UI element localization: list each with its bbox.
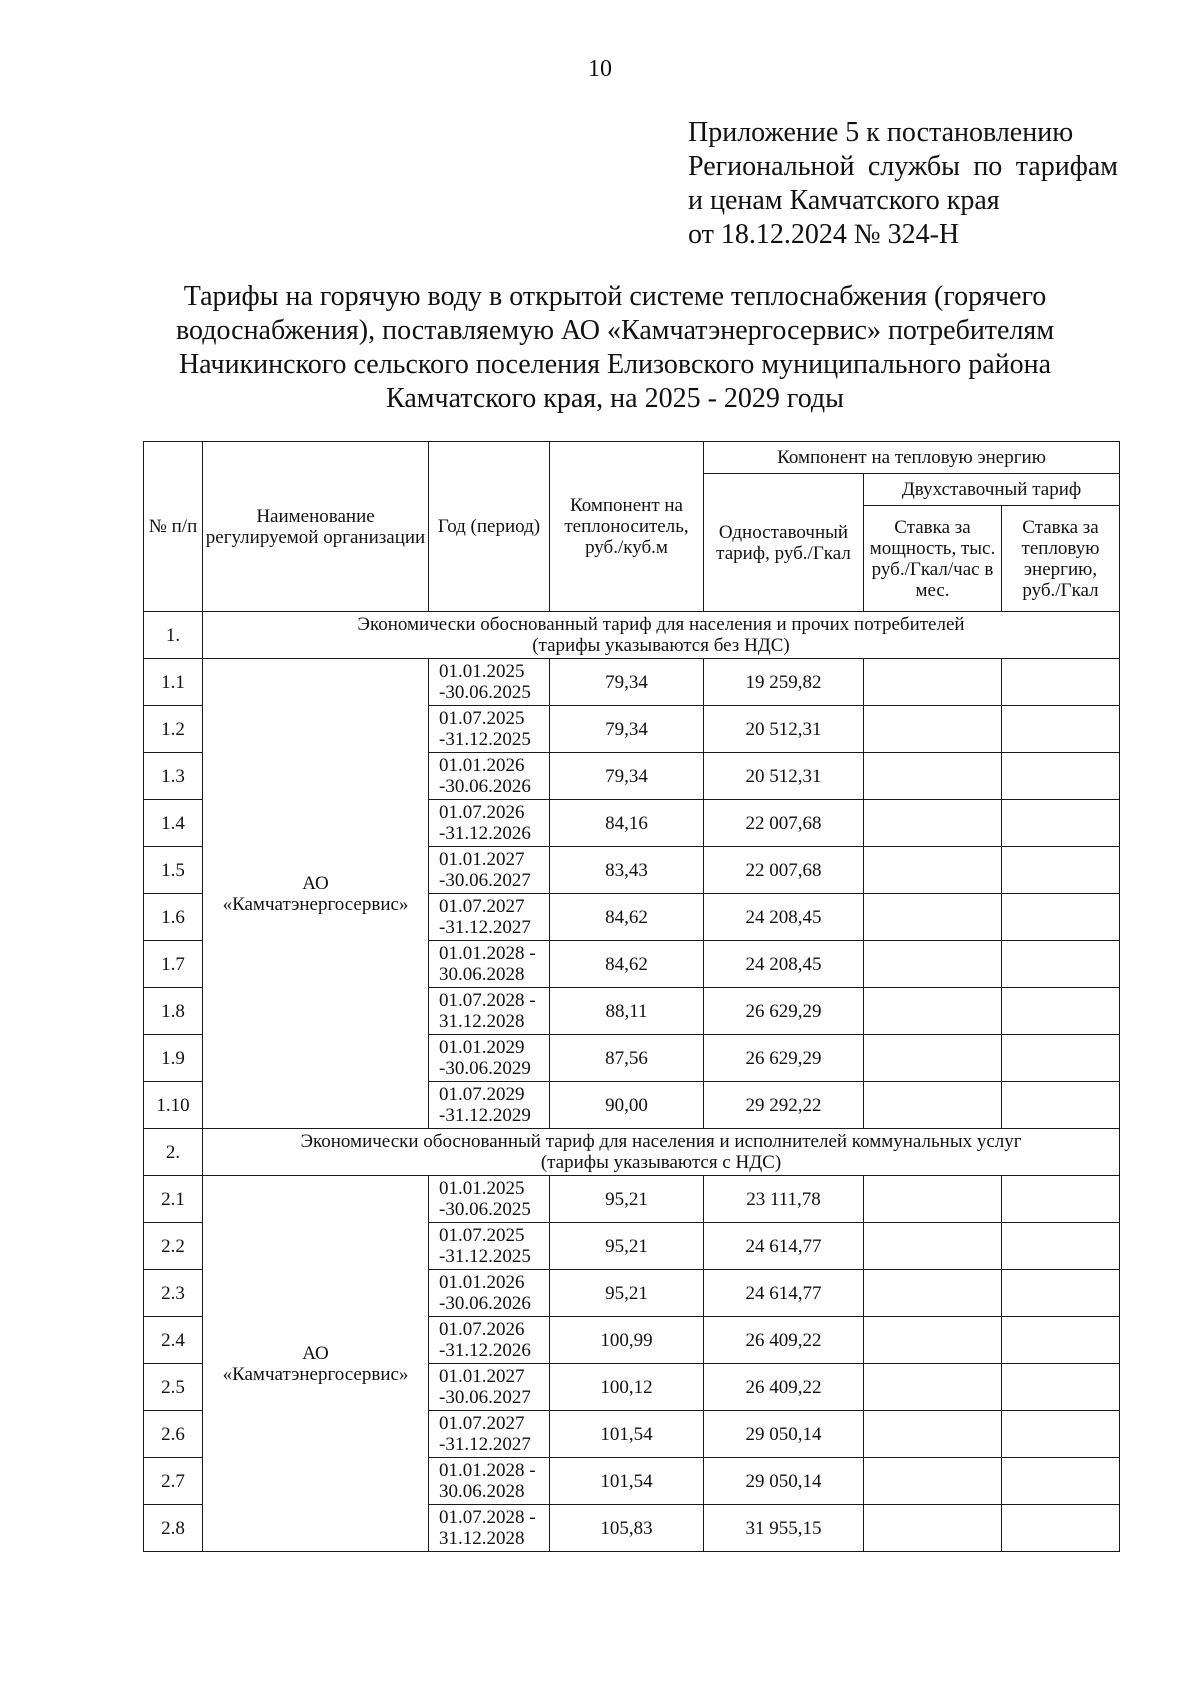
carrier-value: 84,62 — [550, 941, 704, 988]
period-end: -31.12.2025 — [439, 729, 531, 750]
capacity-rate-value — [864, 659, 1002, 706]
tariff-table — [143, 441, 1120, 1552]
row-number: 2.6 — [144, 1411, 203, 1458]
single-rate-value: 29 050,14 — [704, 1458, 864, 1505]
header-two-rate: Двухставочный тариф — [864, 474, 1120, 506]
single-rate-value: 26 629,29 — [704, 988, 864, 1035]
period-cell — [429, 1505, 550, 1552]
period-start: 01.01.2028 - — [439, 1460, 536, 1481]
single-rate-value: 31 955,15 — [704, 1505, 864, 1552]
period-end: -31.12.2029 — [439, 1105, 531, 1126]
period-start: 01.01.2029 — [439, 1037, 525, 1058]
organization-cell — [203, 659, 429, 1129]
appendix-line: Региональной службы по тарифам — [688, 151, 1118, 182]
period-cell — [429, 847, 550, 894]
carrier-value: 95,21 — [550, 1223, 704, 1270]
row-number: 2.2 — [144, 1223, 203, 1270]
header-carrier-component: Компонент на теплоноситель, руб./куб.м — [550, 442, 704, 612]
period-end: -30.06.2026 — [439, 776, 531, 797]
energy-rate-value — [1002, 1035, 1120, 1082]
section-title-cell — [203, 1129, 1120, 1176]
period-cell — [429, 988, 550, 1035]
row-number: 1.6 — [144, 894, 203, 941]
row-number: 1.2 — [144, 706, 203, 753]
period-start: 01.07.2026 — [439, 802, 525, 823]
energy-rate-value — [1002, 988, 1120, 1035]
single-rate-value: 24 614,77 — [704, 1270, 864, 1317]
period-cell — [429, 753, 550, 800]
section-title: Экономически обоснованный тариф для населения и прочих потребителей — [357, 614, 965, 635]
carrier-value: 100,12 — [550, 1364, 704, 1411]
header-organization: Наименование регулируемой организации — [203, 442, 429, 612]
period-end: 30.06.2028 — [439, 964, 525, 985]
period-cell — [429, 1411, 550, 1458]
carrier-value: 95,21 — [550, 1176, 704, 1223]
row-number: 2.1 — [144, 1176, 203, 1223]
single-rate-value: 26 629,29 — [704, 1035, 864, 1082]
energy-rate-value — [1002, 1505, 1120, 1552]
capacity-rate-value — [864, 1505, 1002, 1552]
section-subtitle: (тарифы указываются с НДС) — [540, 1152, 782, 1173]
period-start: 01.01.2025 — [439, 1178, 525, 1199]
period-end: -31.12.2025 — [439, 1246, 531, 1267]
period-cell — [429, 894, 550, 941]
section-row — [144, 1129, 1120, 1176]
row-number: 2.8 — [144, 1505, 203, 1552]
header-single-rate: Одноставочный тариф, руб./Гкал — [704, 474, 864, 612]
single-rate-value: 24 208,45 — [704, 894, 864, 941]
energy-rate-value — [1002, 753, 1120, 800]
period-end: 31.12.2028 — [439, 1011, 525, 1032]
energy-rate-value — [1002, 800, 1120, 847]
table-row — [144, 1176, 1120, 1223]
period-end: -30.06.2027 — [439, 1387, 531, 1408]
capacity-rate-value — [864, 1411, 1002, 1458]
period-start: 01.01.2026 — [439, 1272, 525, 1293]
capacity-rate-value — [864, 1317, 1002, 1364]
period-start: 01.07.2027 — [439, 896, 525, 917]
row-number: 2.3 — [144, 1270, 203, 1317]
row-number: 1.1 — [144, 659, 203, 706]
row-number: 2.4 — [144, 1317, 203, 1364]
period-cell — [429, 1270, 550, 1317]
page-number: 10 — [588, 56, 612, 82]
carrier-value: 90,00 — [550, 1082, 704, 1129]
energy-rate-value — [1002, 941, 1120, 988]
period-start: 01.07.2029 — [439, 1084, 525, 1105]
row-number: 2.5 — [144, 1364, 203, 1411]
period-end: -31.12.2027 — [439, 917, 531, 938]
period-end: -30.06.2027 — [439, 870, 531, 891]
capacity-rate-value — [864, 988, 1002, 1035]
single-rate-value: 20 512,31 — [704, 706, 864, 753]
row-number: 1.8 — [144, 988, 203, 1035]
single-rate-value: 22 007,68 — [704, 847, 864, 894]
capacity-rate-value — [864, 706, 1002, 753]
energy-rate-value — [1002, 1223, 1120, 1270]
capacity-rate-value — [864, 1458, 1002, 1505]
capacity-rate-value — [864, 1082, 1002, 1129]
document-title — [150, 280, 1080, 416]
capacity-rate-value — [864, 1270, 1002, 1317]
period-cell — [429, 800, 550, 847]
section-title: Экономически обоснованный тариф для населения и исполнителей коммунальных услуг — [300, 1131, 1022, 1152]
section-number: 1. — [144, 612, 203, 659]
energy-rate-value — [1002, 1270, 1120, 1317]
capacity-rate-value — [864, 1364, 1002, 1411]
capacity-rate-value — [864, 800, 1002, 847]
section-number: 2. — [144, 1129, 203, 1176]
carrier-value: 87,56 — [550, 1035, 704, 1082]
row-number: 1.9 — [144, 1035, 203, 1082]
energy-rate-value — [1002, 1458, 1120, 1505]
row-number: 1.3 — [144, 753, 203, 800]
carrier-value: 88,11 — [550, 988, 704, 1035]
energy-rate-value — [1002, 1317, 1120, 1364]
energy-rate-value — [1002, 706, 1120, 753]
energy-rate-value — [1002, 894, 1120, 941]
energy-rate-value — [1002, 1082, 1120, 1129]
capacity-rate-value — [864, 1223, 1002, 1270]
capacity-rate-value — [864, 1176, 1002, 1223]
period-start: 01.07.2027 — [439, 1413, 525, 1434]
energy-rate-value — [1002, 1364, 1120, 1411]
capacity-rate-value — [864, 847, 1002, 894]
single-rate-value: 26 409,22 — [704, 1317, 864, 1364]
header-thermal-component: Компонент на тепловую энергию — [704, 442, 1120, 474]
capacity-rate-value — [864, 753, 1002, 800]
period-cell — [429, 1176, 550, 1223]
appendix-line: Приложение 5 к постановлению — [688, 117, 1074, 148]
capacity-rate-value — [864, 1035, 1002, 1082]
carrier-value: 83,43 — [550, 847, 704, 894]
header-energy-rate: Ставка за тепловую энергию, руб./Гкал — [1002, 506, 1120, 612]
organization-form: АО — [302, 872, 329, 894]
carrier-value: 79,34 — [550, 706, 704, 753]
title-line: Начикинского сельского поселения Елизовского муниципального района — [178, 349, 1052, 380]
period-cell — [429, 706, 550, 753]
single-rate-value: 26 409,22 — [704, 1364, 864, 1411]
appendix-line: от 18.12.2024 № 324-Н — [688, 219, 960, 250]
period-cell — [429, 941, 550, 988]
capacity-rate-value — [864, 894, 1002, 941]
period-cell — [429, 1223, 550, 1270]
title-line: водоснабжения), поставляемую АО «Камчатэнергосервис» потребителям — [175, 315, 1055, 346]
carrier-value: 100,99 — [550, 1317, 704, 1364]
single-rate-value: 24 208,45 — [704, 941, 864, 988]
organization-cell — [203, 1176, 429, 1552]
carrier-value: 79,34 — [550, 659, 704, 706]
table-row — [144, 659, 1120, 706]
single-rate-value: 29 292,22 — [704, 1082, 864, 1129]
period-cell — [429, 1458, 550, 1505]
single-rate-value: 19 259,82 — [704, 659, 864, 706]
organization-name: «Камчатэнергосервис» — [222, 1363, 409, 1385]
carrier-value: 101,54 — [550, 1458, 704, 1505]
header-capacity-rate: Ставка за мощность, тыс. руб./Гкал/час в мес. — [864, 506, 1002, 612]
single-rate-value: 23 111,78 — [704, 1176, 864, 1223]
single-rate-value: 20 512,31 — [704, 753, 864, 800]
period-end: -31.12.2026 — [439, 1340, 531, 1361]
row-number: 1.4 — [144, 800, 203, 847]
period-start: 01.07.2026 — [439, 1319, 525, 1340]
organization-name: «Камчатэнергосервис» — [222, 893, 409, 915]
row-number: 1.10 — [144, 1082, 203, 1129]
carrier-value: 105,83 — [550, 1505, 704, 1552]
single-rate-value: 29 050,14 — [704, 1411, 864, 1458]
period-start: 01.01.2028 - — [439, 943, 536, 964]
period-start: 01.01.2025 — [439, 661, 525, 682]
header-year: Год (период) — [429, 442, 550, 612]
period-end: 31.12.2028 — [439, 1528, 525, 1549]
period-end: -31.12.2027 — [439, 1434, 531, 1455]
period-cell — [429, 1317, 550, 1364]
header-number: № п/п — [144, 442, 203, 612]
period-end: -30.06.2029 — [439, 1058, 531, 1079]
organization-form: АО — [302, 1342, 329, 1364]
row-number: 2.7 — [144, 1458, 203, 1505]
single-rate-value: 22 007,68 — [704, 800, 864, 847]
energy-rate-value — [1002, 1411, 1120, 1458]
period-start: 01.01.2027 — [439, 849, 525, 870]
period-cell — [429, 1082, 550, 1129]
carrier-value: 79,34 — [550, 753, 704, 800]
energy-rate-value — [1002, 1176, 1120, 1223]
energy-rate-value — [1002, 847, 1120, 894]
period-cell — [429, 1364, 550, 1411]
period-cell — [429, 1035, 550, 1082]
period-start: 01.07.2028 - — [439, 1507, 536, 1528]
carrier-value: 84,16 — [550, 800, 704, 847]
period-start: 01.07.2025 — [439, 708, 525, 729]
section-row — [144, 612, 1120, 659]
section-title-cell — [203, 612, 1120, 659]
period-end: -31.12.2026 — [439, 823, 531, 844]
period-start: 01.07.2028 - — [439, 990, 536, 1011]
carrier-value: 101,54 — [550, 1411, 704, 1458]
period-start: 01.07.2025 — [439, 1225, 525, 1246]
section-subtitle: (тарифы указываются без НДС) — [532, 635, 790, 656]
period-cell — [429, 659, 550, 706]
title-line: Тарифы на горячую воду в открытой системе теплоснабжения (горячего — [183, 281, 1047, 312]
carrier-value: 84,62 — [550, 894, 704, 941]
energy-rate-value — [1002, 659, 1120, 706]
appendix-reference — [688, 116, 1118, 252]
period-end: 30.06.2028 — [439, 1481, 525, 1502]
period-end: -30.06.2025 — [439, 682, 531, 703]
period-end: -30.06.2026 — [439, 1293, 531, 1314]
single-rate-value: 24 614,77 — [704, 1223, 864, 1270]
title-line: Камчатского края, на 2025 - 2029 годы — [386, 383, 844, 414]
period-end: -30.06.2025 — [439, 1199, 531, 1220]
appendix-line: и ценам Камчатского края — [688, 185, 1000, 216]
row-number: 1.5 — [144, 847, 203, 894]
row-number: 1.7 — [144, 941, 203, 988]
capacity-rate-value — [864, 941, 1002, 988]
period-start: 01.01.2027 — [439, 1366, 525, 1387]
carrier-value: 95,21 — [550, 1270, 704, 1317]
period-start: 01.01.2026 — [439, 755, 525, 776]
